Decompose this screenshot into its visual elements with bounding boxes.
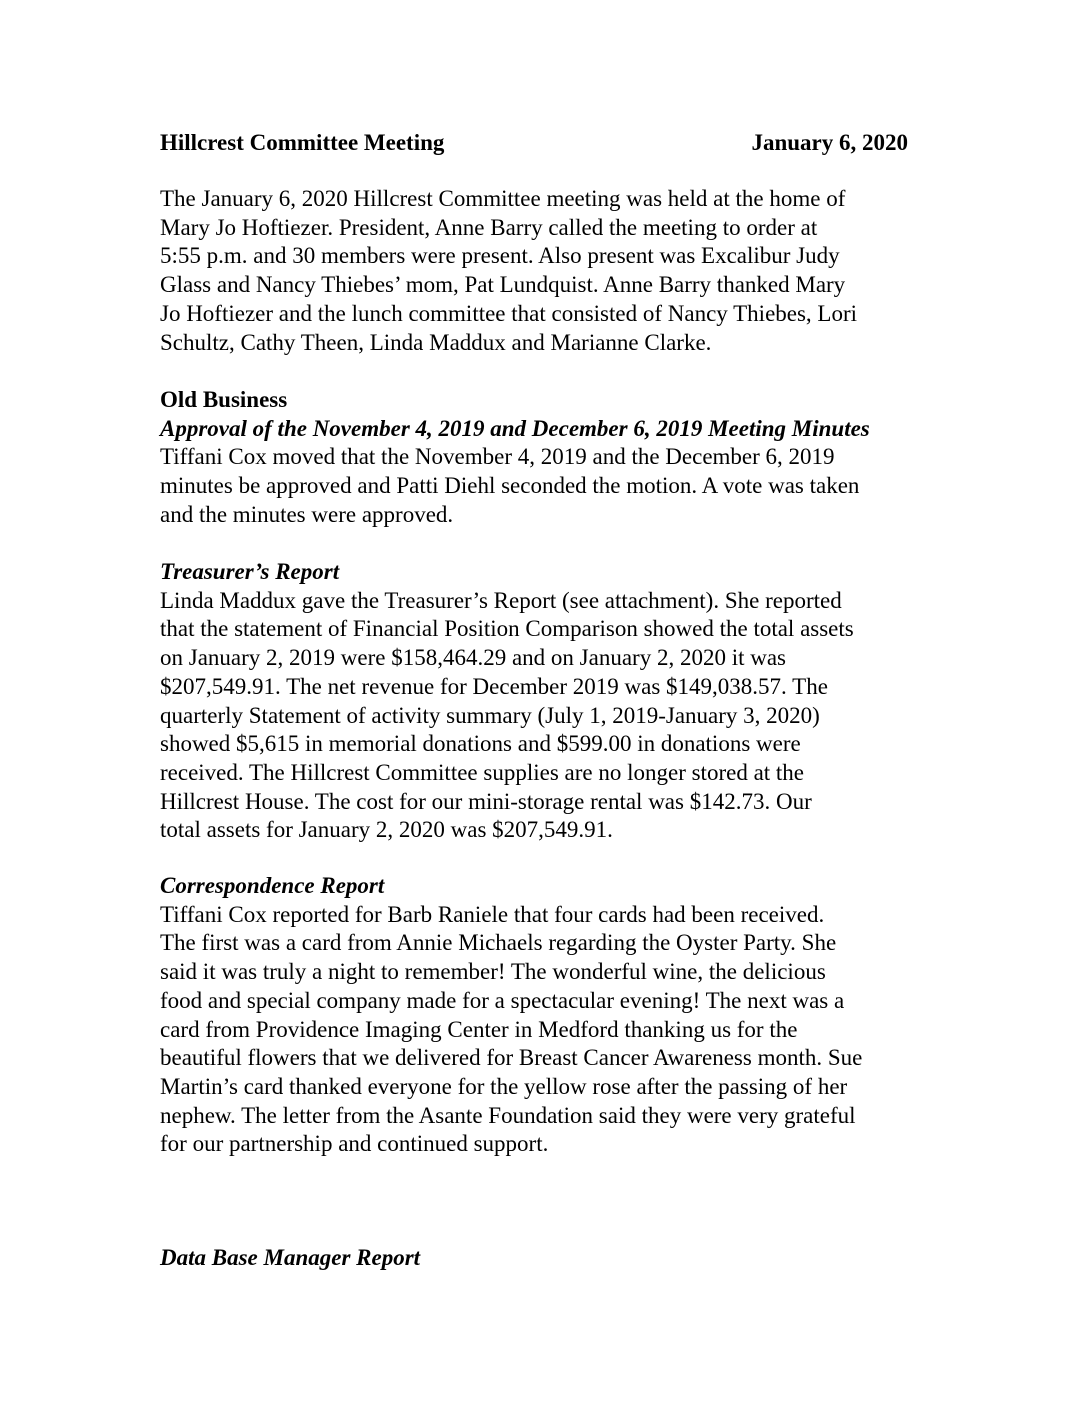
paragraph-line: Linda Maddux gave the Treasurer’s Report (see attachment). She reported [160, 587, 842, 613]
paragraph-line: The January 6, 2020 Hillcrest Committee meeting was held at the home of [160, 186, 846, 211]
paragraph-line: said it was truly a night to remember! The wonderful wine, the delicious [160, 959, 826, 985]
paragraph-line: and the minutes were approved. [160, 501, 454, 527]
section-heading: Old Business [160, 387, 288, 412]
paragraph-line: for our partnership and continued support. [160, 1131, 549, 1157]
meeting-title: Hillcrest Committee Meeting [160, 130, 445, 155]
paragraph-line: quarterly Statement of activity summary (July 1, 2019-January 3, 2020) [160, 702, 820, 728]
old-business-section [160, 386, 950, 530]
subsection-heading: Approval of the November 4, 2019 and December 6, 2019 Meeting Minutes [160, 415, 870, 441]
paragraph-line: minutes be approved and Patti Diehl seconded the motion. A vote was taken [160, 473, 860, 499]
paragraph-line: Tiffani Cox moved that the November 4, 2019 and the December 6, 2019 [160, 444, 835, 470]
paragraph-line: Mary Jo Hoftiezer. President, Anne Barry called the meeting to order at [160, 214, 818, 240]
paragraph-line: card from Providence Imaging Center in Medford thanking us for the [160, 1016, 798, 1042]
subsection-heading: Correspondence Report [160, 873, 385, 898]
paragraph-line: total assets for January 2, 2020 was $207,549.91. [160, 817, 613, 843]
paragraph-line: Glass and Nancy Thiebes’ mom, Pat Lundquist. Anne Barry thanked Mary [160, 272, 846, 298]
treasurer-section [160, 558, 950, 845]
paragraph-line: Schultz, Cathy Theen, Linda Maddux and Marianne Clarke. [160, 329, 712, 355]
paragraph-line: on January 2, 2019 were $158,464.29 and on January 2, 2020 it was [160, 645, 786, 671]
correspondence-section [160, 872, 950, 1159]
paragraph-line: that the statement of Financial Position Comparison showed the total assets [160, 616, 854, 642]
paragraph-line: received. The Hillcrest Committee supplies are no longer stored at the [160, 759, 805, 785]
paragraph-line: nephew. The letter from the Asante Foundation said they were very grateful [160, 1102, 856, 1128]
intro-paragraph [160, 185, 950, 357]
paragraph-line: showed $5,615 in memorial donations and $599.00 in donations were [160, 731, 801, 757]
paragraph-line: $207,549.91. The net revenue for December 2019 was $149,038.57. The [160, 673, 828, 699]
paragraph-line: 5:55 p.m. and 30 members were present. Also present was Excalibur Judy [160, 243, 840, 269]
subsection-heading: Treasurer’s Report [160, 559, 340, 584]
paragraph-line: food and special company made for a spectacular evening! The next was a [160, 987, 845, 1013]
paragraph-line: The first was a card from Annie Michaels regarding the Oyster Party. She [160, 930, 837, 956]
paragraph-line: Tiffani Cox reported for Barb Raniele that four cards had been received. [160, 901, 825, 927]
paragraph-line: beautiful flowers that we delivered for Breast Cancer Awareness month. Sue [160, 1045, 863, 1071]
paragraph-line: Jo Hoftiezer and the lunch committee that consisted of Nancy Thiebes, Lori [160, 300, 858, 326]
paragraph-line: Hillcrest House. The cost for our mini-storage rental was $142.73. Our [160, 788, 812, 814]
meeting-date: January 6, 2020 [751, 130, 908, 155]
database-section [160, 1244, 950, 1273]
paragraph-line: Martin’s card thanked everyone for the yellow rose after the passing of her [160, 1073, 848, 1099]
subsection-heading: Data Base Manager Report [160, 1245, 421, 1270]
